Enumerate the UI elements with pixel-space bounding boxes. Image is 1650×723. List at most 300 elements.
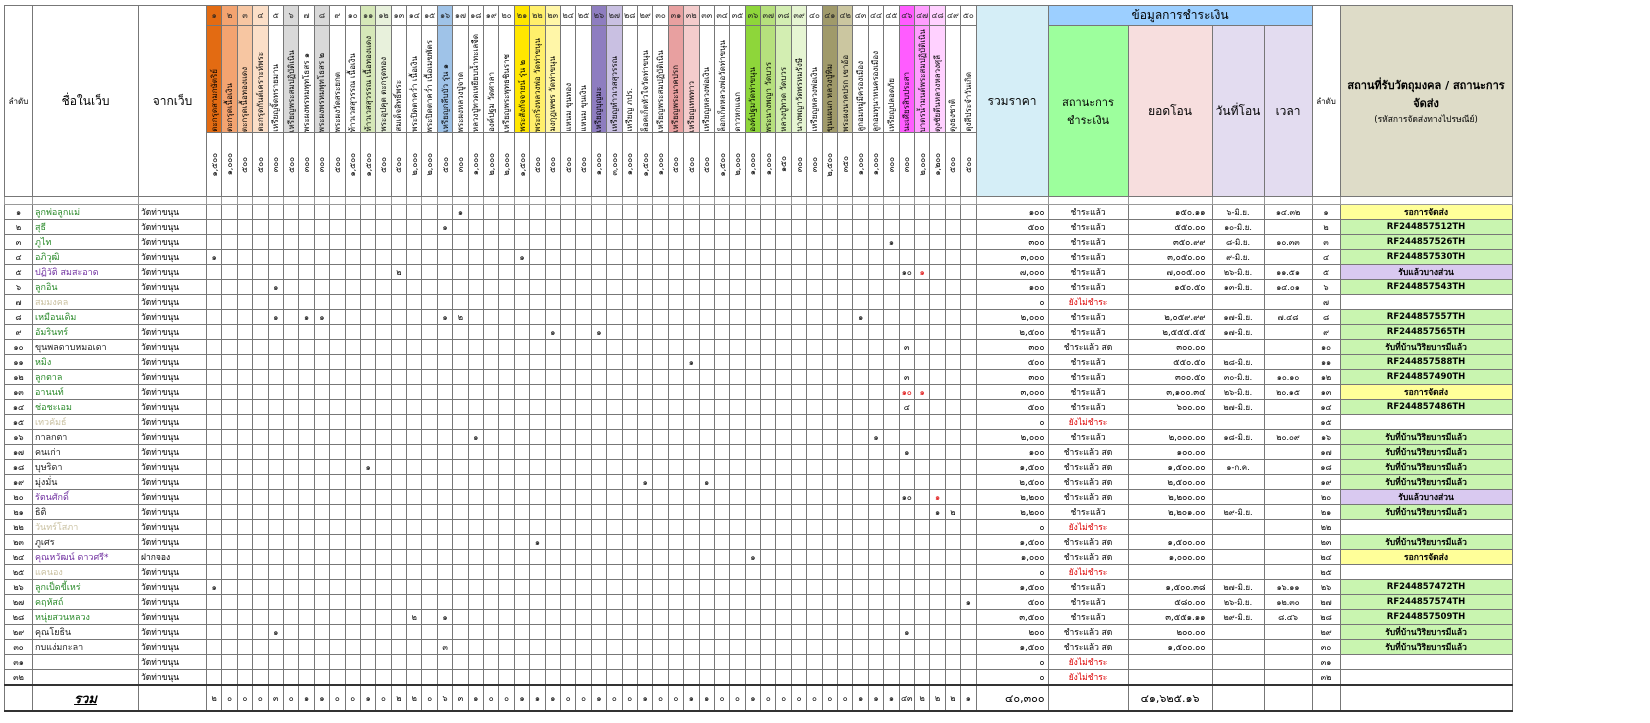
row-qty [745, 565, 760, 580]
col-item-label [253, 26, 268, 133]
row-from: วัดท่าขนุน [139, 595, 207, 610]
row-date: ๒๘-มิ.ย. [1212, 355, 1264, 370]
row-qty [422, 295, 437, 310]
row-qty [791, 295, 806, 310]
row-qty [222, 460, 237, 475]
item-name: ลูกอมหมู่มีครองเมือง [856, 61, 866, 132]
row-qty [899, 475, 914, 490]
row-qty [761, 295, 776, 310]
row-seq: ๒๗ [5, 595, 33, 610]
row-amount: ๑,๕๐๐.๓๘ [1128, 580, 1212, 595]
row-qty [222, 475, 237, 490]
row-qty [360, 265, 375, 280]
row-qty [576, 355, 591, 370]
row-qty [376, 280, 391, 295]
row-qty [283, 655, 298, 670]
row-qty [668, 280, 683, 295]
row-total: ๓๐๐ [976, 235, 1048, 250]
row-qty [961, 220, 976, 235]
row-qty [868, 610, 883, 625]
row-qty [714, 415, 729, 430]
row-qty [622, 610, 637, 625]
row-qty [622, 280, 637, 295]
row-qty [391, 250, 406, 265]
row-qty [622, 220, 637, 235]
row-qty [668, 580, 683, 595]
item-price: ๓๐๐ [794, 156, 804, 173]
row-qty [391, 415, 406, 430]
row-qty [391, 385, 406, 400]
row-qty [945, 430, 960, 445]
row-qty [730, 340, 745, 355]
row-qty [745, 610, 760, 625]
row-qty [468, 550, 483, 565]
row-qty [761, 355, 776, 370]
row-status [1340, 295, 1512, 310]
row-time [1264, 445, 1312, 460]
row-qty [853, 370, 868, 385]
row-qty [622, 625, 637, 640]
col-item-label [222, 26, 237, 133]
row-qty [207, 460, 222, 475]
row-qty [207, 370, 222, 385]
row-qty [283, 355, 298, 370]
col-item-label [530, 26, 545, 133]
row-qty [560, 565, 575, 580]
row-seq2: ๓๒ [1312, 670, 1340, 686]
row-qty [407, 415, 422, 430]
row-qty [791, 550, 806, 565]
row-qty [484, 550, 499, 565]
row-qty [761, 340, 776, 355]
row-qty [514, 655, 529, 670]
row-qty [699, 565, 714, 580]
row-qty [838, 625, 853, 640]
row-status: RF244857565TH [1340, 325, 1512, 340]
row-qty [222, 595, 237, 610]
row-qty [684, 520, 699, 535]
row-qty [622, 445, 637, 460]
row-qty [253, 505, 268, 520]
row-status: RF244857574TH [1340, 595, 1512, 610]
row-qty [407, 430, 422, 445]
col-number: ๒ [222, 6, 237, 26]
row-date [1212, 565, 1264, 580]
row-name: สมมงคล [33, 295, 139, 310]
row-qty [545, 400, 560, 415]
row-qty [853, 280, 868, 295]
row-qty: ๑ [914, 265, 929, 280]
row-qty [514, 640, 529, 655]
row-qty [468, 595, 483, 610]
row-qty [822, 220, 837, 235]
row-qty [376, 565, 391, 580]
row-qty [499, 295, 514, 310]
row-qty [268, 460, 283, 475]
row-qty [330, 340, 345, 355]
row-total: ๑๐๐ [976, 280, 1048, 295]
col-number: ๒๑ [514, 6, 529, 26]
row-qty [360, 370, 375, 385]
row-qty [807, 340, 822, 355]
row-qty [530, 655, 545, 670]
row-qty [868, 280, 883, 295]
row-qty [376, 490, 391, 505]
row-pay-status: ชำระแล้ว [1048, 355, 1128, 370]
row-pay-status: ชำระแล้ว [1048, 430, 1128, 445]
col-number: ๑๐ [345, 6, 360, 26]
row-qty [637, 655, 652, 670]
row-qty [699, 415, 714, 430]
row-qty [376, 640, 391, 655]
row-qty [499, 265, 514, 280]
row-qty: ๑ [299, 310, 314, 325]
row-qty [914, 535, 929, 550]
row-qty [330, 520, 345, 535]
row-qty [299, 295, 314, 310]
row-qty [868, 310, 883, 325]
row-qty [376, 325, 391, 340]
row-qty [391, 655, 406, 670]
row-qty [668, 460, 683, 475]
row-qty [207, 355, 222, 370]
row-qty [268, 370, 283, 385]
row-status: RF244857526TH [1340, 235, 1512, 250]
row-qty [253, 340, 268, 355]
row-qty [268, 235, 283, 250]
row-seq: ๑๘ [5, 460, 33, 475]
row-qty [237, 400, 252, 415]
row-qty [283, 280, 298, 295]
row-qty [207, 325, 222, 340]
row-qty [868, 655, 883, 670]
row-qty [607, 355, 622, 370]
row-qty [853, 265, 868, 280]
row-qty [484, 295, 499, 310]
row-qty [314, 505, 329, 520]
col-number: ๑๘ [468, 6, 483, 26]
item-price: ๕๐๐ [948, 156, 958, 173]
col-price [914, 133, 929, 197]
row-date: ๒๗-มิ.ย. [1212, 400, 1264, 415]
row-qty [283, 445, 298, 460]
row-qty [714, 580, 729, 595]
row-qty [622, 250, 637, 265]
row-seq2: ๒๕ [1312, 565, 1340, 580]
row-total: ๐ [976, 655, 1048, 670]
row-qty [930, 220, 945, 235]
row-from: วัดท่าขนุน [139, 235, 207, 250]
row-from: วัดท่าขนุน [139, 475, 207, 490]
row-qty [360, 520, 375, 535]
row-qty [283, 610, 298, 625]
total-qty: ๐ [622, 685, 637, 711]
row-qty [314, 250, 329, 265]
row-qty [376, 310, 391, 325]
row-qty [838, 475, 853, 490]
row-qty [283, 250, 298, 265]
row-qty [299, 610, 314, 625]
row-qty [376, 610, 391, 625]
col-number: ๔๐ [807, 6, 822, 26]
row-seq2: ๙ [1312, 325, 1340, 340]
row-qty [930, 610, 945, 625]
table-row [5, 265, 1513, 280]
row-qty [730, 490, 745, 505]
row-qty [776, 235, 791, 250]
row-qty [314, 340, 329, 355]
row-qty [207, 205, 222, 220]
table-row [5, 295, 1513, 310]
row-qty [699, 535, 714, 550]
row-qty [930, 550, 945, 565]
row-total: ๓,๐๐๐ [976, 250, 1048, 265]
row-qty [545, 220, 560, 235]
row-qty [668, 400, 683, 415]
row-seq: ๑๗ [5, 445, 33, 460]
totals-amount: ๔๑,๖๒๕.๑๖ [1128, 685, 1212, 711]
row-qty [237, 610, 252, 625]
row-qty [776, 310, 791, 325]
header-seq: ลำดับ [5, 6, 33, 197]
row-qty [684, 445, 699, 460]
row-qty [838, 325, 853, 340]
row-qty: ๒ [407, 610, 422, 625]
row-time [1264, 670, 1312, 686]
row-qty [822, 475, 837, 490]
row-qty [499, 640, 514, 655]
row-qty [468, 640, 483, 655]
item-price: ๓๐๐ [886, 156, 896, 173]
row-qty [484, 565, 499, 580]
row-qty [545, 565, 560, 580]
row-qty [714, 625, 729, 640]
row-qty [407, 535, 422, 550]
row-qty [437, 415, 452, 430]
row-qty [591, 205, 606, 220]
row-qty [914, 670, 929, 686]
row-status: รับที่บ้านวิริยบารมีแล้ว [1340, 475, 1512, 490]
row-qty [899, 535, 914, 550]
row-qty [591, 535, 606, 550]
row-qty [838, 610, 853, 625]
row-qty [268, 595, 283, 610]
row-pay-status: ชำระแล้ว [1048, 265, 1128, 280]
row-time: ๑๒.๓๐ [1264, 595, 1312, 610]
row-qty [838, 220, 853, 235]
row-qty [761, 205, 776, 220]
row-qty [884, 475, 899, 490]
row-time [1264, 535, 1312, 550]
row-qty [207, 610, 222, 625]
row-qty: ๑ [961, 595, 976, 610]
row-qty: ๑ [868, 430, 883, 445]
row-qty [237, 655, 252, 670]
row-qty [499, 505, 514, 520]
totals-label: รวม [33, 685, 139, 711]
row-qty [499, 625, 514, 640]
row-qty [838, 640, 853, 655]
row-seq2: ๑๙ [1312, 475, 1340, 490]
row-qty [514, 295, 529, 310]
row-qty [776, 220, 791, 235]
row-qty [530, 400, 545, 415]
row-amount [1128, 655, 1212, 670]
row-time [1264, 355, 1312, 370]
row-qty [822, 340, 837, 355]
row-qty [407, 280, 422, 295]
row-qty [637, 520, 652, 535]
row-qty [545, 535, 560, 550]
row-amount: ๒,๕๕๕.๕๕ [1128, 325, 1212, 340]
row-qty: ๑ [268, 280, 283, 295]
row-qty [283, 565, 298, 580]
row-qty [530, 340, 545, 355]
item-price: ๕๐๐ [286, 156, 296, 173]
row-qty [468, 250, 483, 265]
row-time: ๘.๔๖ [1264, 610, 1312, 625]
row-qty [237, 580, 252, 595]
row-qty [468, 400, 483, 415]
row-qty [499, 205, 514, 220]
row-qty [838, 580, 853, 595]
row-qty: ๑ [899, 445, 914, 460]
row-qty [961, 355, 976, 370]
row-qty [684, 490, 699, 505]
row-qty [776, 625, 791, 640]
row-seq: ๙ [5, 325, 33, 340]
row-qty [207, 550, 222, 565]
row-qty [884, 430, 899, 445]
row-qty [407, 340, 422, 355]
row-qty [345, 520, 360, 535]
row-qty [576, 430, 591, 445]
row-time [1264, 295, 1312, 310]
row-qty [607, 310, 622, 325]
row-qty [253, 550, 268, 565]
row-qty [807, 295, 822, 310]
row-seq: ๑๙ [5, 475, 33, 490]
row-qty [745, 430, 760, 445]
row-qty [838, 385, 853, 400]
row-name: หนุ่ยสวนหลวง [33, 610, 139, 625]
row-seq: ๒๐ [5, 490, 33, 505]
row-time: ๑๐.๓๓ [1264, 235, 1312, 250]
row-from: วัดท่าขนุน [139, 205, 207, 220]
row-seq2: ๑๓ [1312, 385, 1340, 400]
row-qty [637, 640, 652, 655]
total-qty: ๑ [745, 685, 760, 711]
row-qty [699, 640, 714, 655]
row-qty [607, 535, 622, 550]
row-qty [253, 460, 268, 475]
row-qty [330, 250, 345, 265]
row-qty [653, 205, 668, 220]
row-qty [222, 625, 237, 640]
row-from: วัดท่าขนุน [139, 415, 207, 430]
row-qty [684, 535, 699, 550]
col-number: ๒๙ [637, 6, 652, 26]
row-qty [422, 370, 437, 385]
row-qty [807, 520, 822, 535]
row-qty [884, 310, 899, 325]
row-qty [330, 490, 345, 505]
row-qty [745, 385, 760, 400]
row-qty: ๑ [899, 625, 914, 640]
row-from: วัดท่าขนุน [139, 340, 207, 355]
row-qty [376, 430, 391, 445]
row-qty [637, 580, 652, 595]
row-seq2: ๒๓ [1312, 535, 1340, 550]
row-qty [591, 655, 606, 670]
row-qty [914, 220, 929, 235]
row-qty [822, 265, 837, 280]
row-qty [484, 310, 499, 325]
row-qty [314, 565, 329, 580]
row-total: ๒,๐๐๐ [976, 430, 1048, 445]
row-qty [607, 595, 622, 610]
row-qty [514, 625, 529, 640]
row-qty [391, 535, 406, 550]
item-name: นางพญาวัดพรหมรังษี [794, 58, 804, 132]
col-item-label [653, 26, 668, 133]
row-qty [868, 370, 883, 385]
row-qty [468, 265, 483, 280]
row-qty [761, 565, 776, 580]
row-qty [360, 295, 375, 310]
total-qty: ๑ [637, 685, 652, 711]
row-qty [376, 625, 391, 640]
row-qty [637, 355, 652, 370]
row-qty: ๓ [437, 640, 452, 655]
row-total: ๒,๒๐๐ [976, 505, 1048, 520]
row-qty [545, 340, 560, 355]
row-qty [884, 670, 899, 686]
item-price: ๓๐๐ [809, 156, 819, 173]
row-seq: ๕ [5, 265, 33, 280]
row-status: รอการจัดส่ง [1340, 205, 1512, 220]
row-qty [422, 280, 437, 295]
row-amount: ๑,๕๐๐.๐๐ [1128, 460, 1212, 475]
row-qty [268, 670, 283, 686]
row-date [1212, 415, 1264, 430]
row-qty [699, 400, 714, 415]
total-qty: ๑ [530, 685, 545, 711]
col-number: ๓๐ [653, 6, 668, 26]
row-from: ฝากจอง [139, 550, 207, 565]
row-qty [376, 460, 391, 475]
row-qty [283, 505, 298, 520]
row-time [1264, 220, 1312, 235]
row-qty [622, 370, 637, 385]
row-qty [437, 235, 452, 250]
total-qty: ๐ [607, 685, 622, 711]
row-qty [730, 415, 745, 430]
row-qty [422, 310, 437, 325]
row-qty [253, 355, 268, 370]
row-qty [237, 640, 252, 655]
table-row [5, 415, 1513, 430]
row-qty [468, 625, 483, 640]
col-price [253, 133, 268, 197]
row-date: ๑๗-มิ.ย. [1212, 325, 1264, 340]
row-time: ๑๖.๑๑ [1264, 580, 1312, 595]
row-qty [653, 550, 668, 565]
row-qty [730, 355, 745, 370]
row-amount: ๓๐๐.๐๐ [1128, 340, 1212, 355]
table-row [5, 205, 1513, 220]
row-time [1264, 625, 1312, 640]
